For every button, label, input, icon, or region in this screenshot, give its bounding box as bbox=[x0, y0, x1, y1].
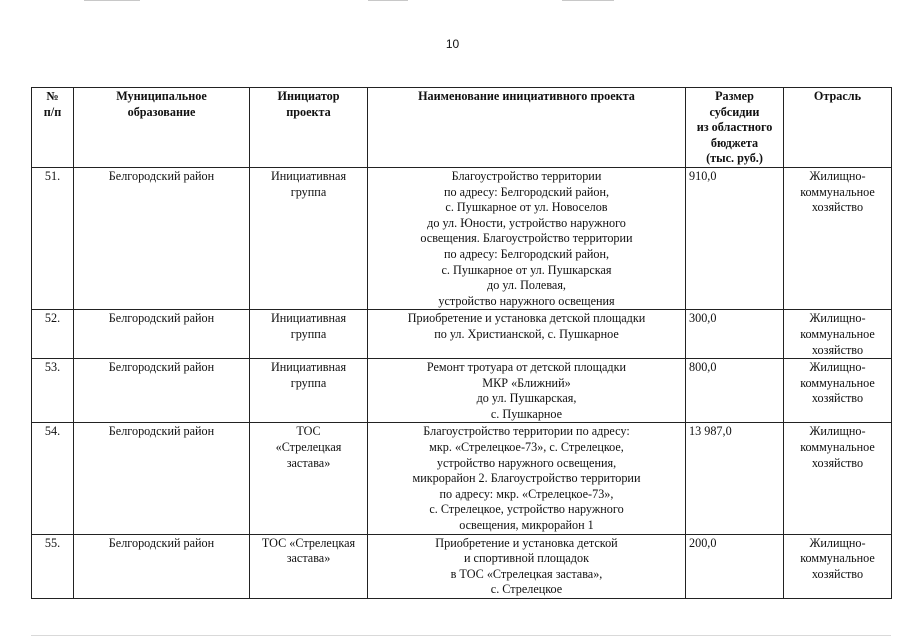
page-number: 10 bbox=[445, 37, 460, 51]
row-initiator bbox=[250, 423, 368, 534]
row-sector bbox=[784, 423, 892, 534]
cell-text-line: образование bbox=[127, 104, 196, 119]
scan-top-mark-right bbox=[562, 0, 614, 1]
table-row bbox=[32, 310, 892, 359]
cell-text-line: № bbox=[46, 89, 59, 103]
table-row bbox=[32, 423, 892, 534]
cell-text-line: устройство наружного освещения bbox=[438, 293, 615, 308]
cell-text-line: коммунальное bbox=[800, 184, 875, 199]
header-municipality bbox=[74, 88, 250, 168]
row-municipality: Белгородский район bbox=[74, 534, 250, 598]
cell-text-line: Размер bbox=[715, 89, 754, 103]
cell-text-line: освещения, микрорайон 1 bbox=[459, 518, 594, 533]
cell-text-line: Ремонт тротуара от детской площадки bbox=[426, 360, 627, 375]
row-sector bbox=[784, 167, 892, 309]
row-number: 55. bbox=[32, 534, 74, 598]
cell-text-line: по ул. Христианской, с. Пушкарное bbox=[434, 326, 619, 341]
cell-text-line: Инициативная bbox=[270, 311, 347, 326]
row-initiator bbox=[250, 167, 368, 309]
cell-text-line: по адресу: Белгородский район, bbox=[443, 184, 610, 199]
table-row bbox=[32, 359, 892, 423]
header-amount bbox=[686, 88, 784, 168]
cell-text-line: освещения. Благоустройство территории bbox=[420, 231, 633, 246]
cell-text-line: из областного bbox=[696, 120, 773, 135]
cell-text-line: Инициативная bbox=[270, 168, 347, 183]
cell-text-line: хозяйство bbox=[811, 342, 864, 357]
cell-text-line: хозяйство bbox=[811, 391, 864, 406]
header-sector bbox=[784, 88, 892, 168]
cell-text-line: субсидии bbox=[709, 104, 760, 119]
cell-text-line: до ул. Юности, устройство наружного bbox=[427, 215, 626, 230]
cell-text-line: коммунальное bbox=[800, 375, 875, 390]
row-project bbox=[368, 534, 686, 598]
row-project bbox=[368, 359, 686, 423]
row-amount: 13 987,0 bbox=[686, 423, 784, 534]
cell-text-line: до ул. Полевая, bbox=[487, 278, 566, 293]
cell-text-line: хозяйство bbox=[811, 455, 864, 470]
cell-text-line: Жилищно- bbox=[809, 360, 866, 375]
cell-text-line: проекта bbox=[286, 104, 331, 119]
cell-text-line: Благоустройство территории bbox=[451, 168, 602, 183]
cell-text-line: Инициатор bbox=[277, 89, 340, 103]
cell-text-line: Приобретение и установка детской площадки bbox=[407, 311, 646, 326]
cell-text-line: Инициативная bbox=[270, 360, 347, 375]
row-number: 51. bbox=[32, 167, 74, 309]
cell-text-line: устройство наружного освещения, bbox=[436, 455, 617, 470]
table-row bbox=[32, 167, 892, 309]
cell-text-line: Муниципальное bbox=[116, 89, 207, 103]
cell-text-line: с. Пушкарное bbox=[490, 406, 563, 421]
row-amount: 910,0 bbox=[686, 167, 784, 309]
cell-text-line: Жилищно- bbox=[809, 424, 866, 439]
cell-text-line: ТОС «Стрелецкая bbox=[261, 535, 356, 550]
scan-top-mark-center bbox=[368, 0, 408, 1]
row-initiator bbox=[250, 359, 368, 423]
cell-text-line: с. Стрелецкое, устройство наружного bbox=[429, 502, 624, 517]
row-amount: 300,0 bbox=[686, 310, 784, 359]
cell-text-line: группа bbox=[290, 375, 327, 390]
cell-text-line: бюджета bbox=[710, 135, 759, 150]
cell-text-line: ТОС bbox=[296, 424, 321, 439]
row-sector bbox=[784, 310, 892, 359]
cell-text-line: и спортивной площадок bbox=[463, 551, 590, 566]
row-amount: 200,0 bbox=[686, 534, 784, 598]
row-project bbox=[368, 423, 686, 534]
cell-text-line: Приобретение и установка детской bbox=[435, 535, 618, 550]
cell-text-line: с. Пушкарное от ул. Новоселов bbox=[445, 200, 608, 215]
table-header-row bbox=[32, 88, 892, 168]
cell-text-line: до ул. Пушкарская, bbox=[476, 391, 577, 406]
row-sector bbox=[784, 534, 892, 598]
cell-text-line: «Стрелецкая bbox=[275, 440, 342, 455]
cell-text-line: мкр. «Стрелецкое-73», с. Стрелецкое, bbox=[429, 440, 624, 455]
cell-text-line: застава» bbox=[286, 455, 331, 470]
row-municipality: Белгородский район bbox=[74, 310, 250, 359]
cell-text-line: с. Пушкарное от ул. Пушкарская bbox=[441, 262, 612, 277]
cell-text-line: коммунальное bbox=[800, 440, 875, 455]
scan-top-mark-left bbox=[84, 0, 140, 1]
header-project bbox=[368, 88, 686, 168]
cell-text-line: группа bbox=[290, 326, 327, 341]
row-initiator bbox=[250, 310, 368, 359]
cell-text-line: п/п bbox=[43, 104, 62, 119]
row-initiator bbox=[250, 534, 368, 598]
row-municipality: Белгородский район bbox=[74, 167, 250, 309]
cell-text-line: (тыс. руб.) bbox=[706, 151, 763, 166]
cell-text-line: по адресу: мкр. «Стрелецкое-73», bbox=[439, 486, 614, 501]
cell-text-line: группа bbox=[290, 184, 327, 199]
cell-text-line: с. Стрелецкое bbox=[490, 582, 563, 597]
row-municipality: Белгородский район bbox=[74, 423, 250, 534]
cell-text-line: Жилищно- bbox=[809, 535, 866, 550]
cell-text-line: коммунальное bbox=[800, 551, 875, 566]
row-project bbox=[368, 167, 686, 309]
cell-text-line: Жилищно- bbox=[809, 311, 866, 326]
header-initiator bbox=[250, 88, 368, 168]
cell-text-line: хозяйство bbox=[811, 200, 864, 215]
cell-text-line: в ТОС «Стрелецкая застава», bbox=[450, 566, 603, 581]
row-number: 52. bbox=[32, 310, 74, 359]
projects-table bbox=[31, 87, 892, 599]
row-amount: 800,0 bbox=[686, 359, 784, 423]
header-num bbox=[32, 88, 74, 168]
scan-bottom-edge bbox=[31, 635, 891, 636]
row-number: 53. bbox=[32, 359, 74, 423]
cell-text-line: коммунальное bbox=[800, 326, 875, 341]
cell-text-line: Благоустройство территории по адресу: bbox=[423, 424, 630, 439]
cell-text-line: микрорайон 2. Благоустройство территории bbox=[412, 471, 641, 486]
cell-text-line: хозяйство bbox=[811, 566, 864, 581]
row-project bbox=[368, 310, 686, 359]
row-sector bbox=[784, 359, 892, 423]
cell-text-line: по адресу: Белгородский район, bbox=[443, 246, 610, 261]
row-number: 54. bbox=[32, 423, 74, 534]
cell-text-line: застава» bbox=[286, 551, 331, 566]
cell-text-line: Отрасль bbox=[813, 89, 862, 103]
row-municipality: Белгородский район bbox=[74, 359, 250, 423]
cell-text-line: Наименование инициативного проекта bbox=[418, 89, 635, 103]
table-row bbox=[32, 534, 892, 598]
cell-text-line: МКР «Ближний» bbox=[482, 375, 571, 390]
cell-text-line: Жилищно- bbox=[809, 168, 866, 183]
